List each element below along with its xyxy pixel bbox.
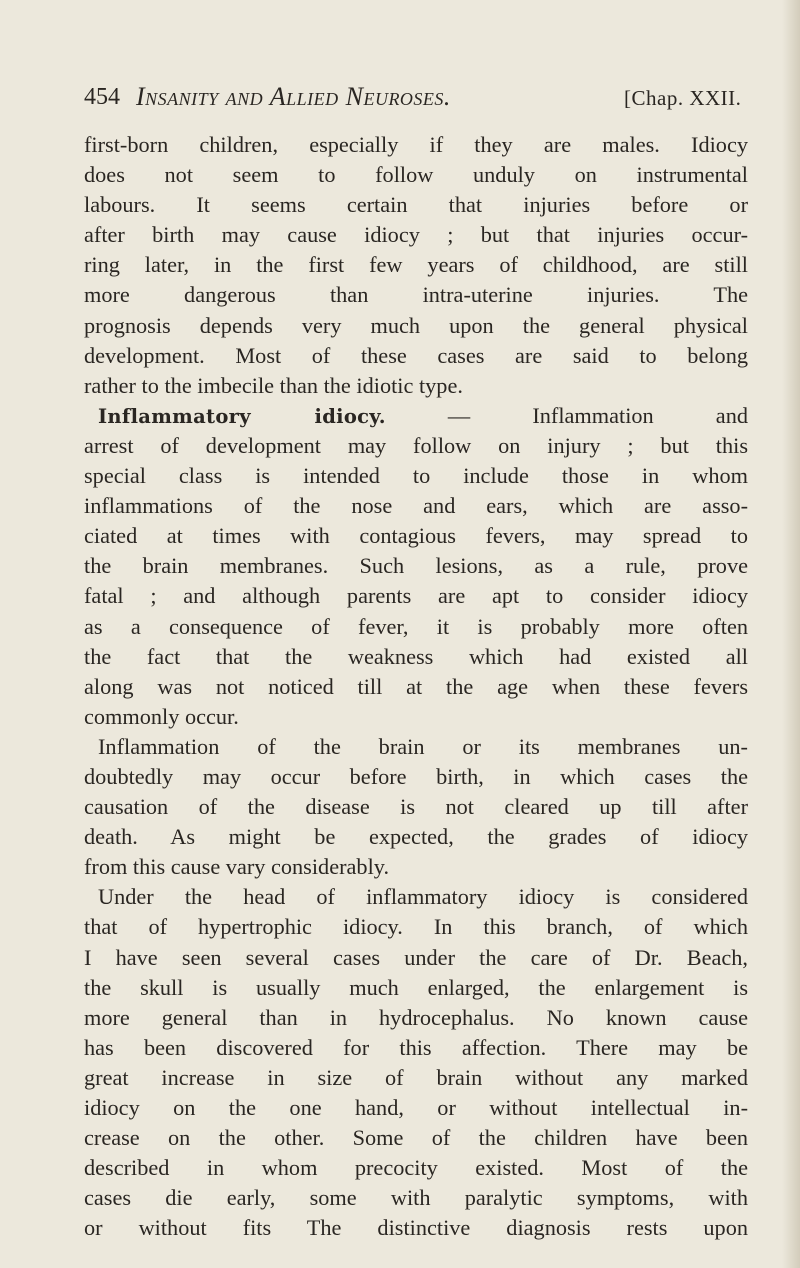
section-heading: Inflammatory idiocy. [98, 404, 386, 428]
text-line: from this cause vary considerably. [84, 854, 390, 880]
text-line: after birth may cause idiocy ; but that injuries occur- [84, 222, 748, 248]
text-line: cases die early, some with paralytic symptoms, with [84, 1185, 748, 1211]
text-line: prognosis depends very much upon the general physical [84, 312, 748, 338]
text-line: does not seem to follow unduly on instrumental [84, 162, 748, 188]
text-line: as a consequence of fever, it is probably more often [84, 613, 748, 639]
text-line: idiocy on the one hand, or without intellectual in- [84, 1095, 748, 1120]
text-line: fatal ; and although parents are apt to consider idiocy [84, 583, 748, 609]
text-line: Inflammation of the brain or its membranes un- [98, 733, 748, 759]
text-line: I have seen several cases under the care of Dr. Beach, [84, 944, 748, 970]
text-line: first-born children, especially if they are males. Idiocy [84, 132, 748, 157]
page-edge-shadow [782, 0, 800, 1268]
text-line: Under the head of inflammatory idiocy is considered [98, 884, 748, 910]
chapter-reference: [Chap. XXII. [624, 86, 742, 110]
text-line: doubtedly may occur before birth, in which cases the [84, 763, 748, 789]
text-line: the brain membranes. Such lesions, as a rule, prove [84, 553, 748, 579]
text-line: rather to the imbecile than the idiotic type. [84, 372, 463, 398]
text-line: development. Most of these cases are said to belong [84, 342, 748, 368]
text-line: causation of the disease is not cleared up till after [84, 794, 748, 820]
text-line: great increase in size of brain without any marked [84, 1064, 748, 1090]
text-line: described in whom precocity existed. Most of the [84, 1155, 748, 1181]
text-line: ring later, in the first few years of childhood, are still [84, 252, 748, 278]
text-line: has been discovered for this affection. There may be [84, 1034, 748, 1060]
text-line: that of hypertrophic idiocy. In this branch, of which [84, 914, 748, 940]
text-line: more general than in hydrocephalus. No known cause [84, 1004, 748, 1030]
text-line: crease on the other. Some of the children have been [84, 1125, 748, 1151]
page-header [84, 84, 744, 120]
text-line: death. As might be expected, the grades of idiocy [84, 824, 748, 850]
text-line: more dangerous than intra-uterine injuries. The [84, 282, 748, 308]
text-line: arrest of development may follow on injury ; but this [84, 432, 748, 458]
text-line: commonly occur. [84, 703, 239, 729]
text-line: inflammations of the nose and ears, which are asso- [84, 493, 748, 519]
text-line: the fact that the weakness which had existed all [84, 643, 748, 669]
text-line: or without fits The distinctive diagnosis rests upon [84, 1215, 748, 1241]
page-number: 454 [84, 84, 120, 110]
body-text [84, 130, 748, 1243]
running-title: Insanity and Allied Neuroses. [136, 82, 451, 111]
text-line: ciated at times with contagious fevers, may spread to [84, 523, 748, 549]
text-line: along was not noticed till at the age when these fevers [84, 673, 748, 699]
text-line: the skull is usually much enlarged, the enlargement is [84, 974, 748, 1000]
section-heading-line [84, 401, 748, 431]
text-line: special class is intended to include those in whom [84, 463, 748, 489]
text-line: labours. It seems certain that injuries before or [84, 192, 748, 218]
text-line: — Inflammation and [447, 402, 749, 428]
